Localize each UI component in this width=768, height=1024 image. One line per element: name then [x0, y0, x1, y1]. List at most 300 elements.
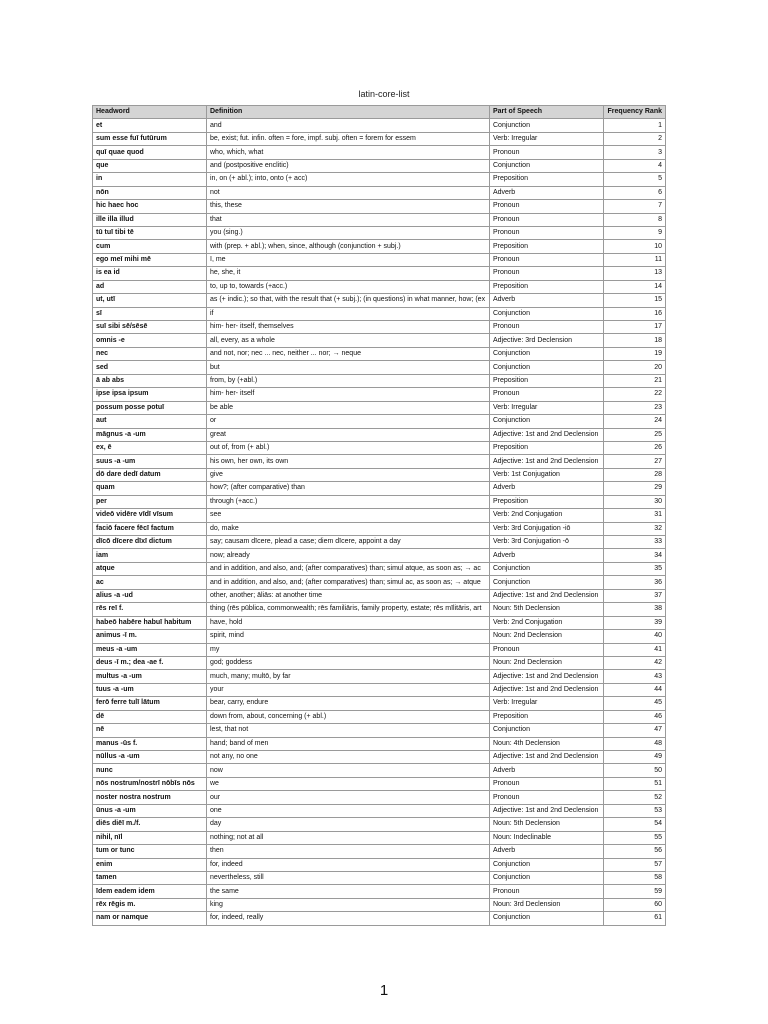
cell-definition: how?; (after comparative) than [207, 482, 490, 495]
cell-part-of-speech: Adjective: 3rd Declension [490, 334, 604, 347]
cell-definition: give [207, 468, 490, 481]
table-row [93, 307, 666, 320]
table-row [93, 549, 666, 562]
header-headword: Headword [93, 106, 207, 119]
cell-part-of-speech: Pronoun [490, 200, 604, 213]
cell-frequency-rank: 37 [604, 589, 666, 602]
cell-frequency-rank: 27 [604, 455, 666, 468]
cell-headword: nunc [93, 764, 207, 777]
table-row [93, 616, 666, 629]
cell-definition: for, indeed, really [207, 912, 490, 925]
cell-definition: or [207, 415, 490, 428]
cell-frequency-rank: 10 [604, 240, 666, 253]
cell-frequency-rank: 49 [604, 751, 666, 764]
cell-part-of-speech: Preposition [490, 374, 604, 387]
cell-headword: et [93, 119, 207, 132]
cell-headword: videō vidēre vīdī vīsum [93, 509, 207, 522]
cell-definition: who, which, what [207, 146, 490, 159]
cell-part-of-speech: Conjunction [490, 858, 604, 871]
cell-headword: enim [93, 858, 207, 871]
cell-part-of-speech: Pronoun [490, 321, 604, 334]
cell-definition: king [207, 898, 490, 911]
cell-part-of-speech: Noun: 4th Declension [490, 737, 604, 750]
cell-frequency-rank: 36 [604, 576, 666, 589]
cell-definition: nevertheless, still [207, 871, 490, 884]
cell-headword: tū tuī tibi tē [93, 226, 207, 239]
table-row [93, 777, 666, 790]
cell-part-of-speech: Conjunction [490, 119, 604, 132]
cell-part-of-speech: Pronoun [490, 226, 604, 239]
cell-frequency-rank: 38 [604, 603, 666, 616]
cell-frequency-rank: 57 [604, 858, 666, 871]
cell-frequency-rank: 6 [604, 186, 666, 199]
cell-headword: nam or namque [93, 912, 207, 925]
cell-definition: this, these [207, 200, 490, 213]
cell-part-of-speech: Conjunction [490, 871, 604, 884]
cell-part-of-speech: Preposition [490, 240, 604, 253]
cell-definition: through (+acc.) [207, 495, 490, 508]
cell-headword: ad [93, 280, 207, 293]
cell-headword: nihil, nīl [93, 831, 207, 844]
table-row [93, 455, 666, 468]
cell-definition: now [207, 764, 490, 777]
cell-part-of-speech: Adverb [490, 764, 604, 777]
cell-part-of-speech: Conjunction [490, 347, 604, 360]
cell-definition: then [207, 845, 490, 858]
cell-frequency-rank: 31 [604, 509, 666, 522]
table-row [93, 818, 666, 831]
table-row [93, 630, 666, 643]
cell-frequency-rank: 21 [604, 374, 666, 387]
cell-definition: have, hold [207, 616, 490, 629]
cell-part-of-speech: Adverb [490, 294, 604, 307]
cell-part-of-speech: Adjective: 1st and 2nd Declension [490, 804, 604, 817]
cell-headword: rēs reī f. [93, 603, 207, 616]
table-row [93, 388, 666, 401]
cell-headword: ūnus -a -um [93, 804, 207, 817]
cell-part-of-speech: Adverb [490, 549, 604, 562]
cell-headword: tuus -a -um [93, 683, 207, 696]
cell-frequency-rank: 24 [604, 415, 666, 428]
table-row [93, 441, 666, 454]
cell-part-of-speech: Pronoun [490, 267, 604, 280]
cell-frequency-rank: 43 [604, 670, 666, 683]
cell-headword: cum [93, 240, 207, 253]
header-row [93, 106, 666, 119]
cell-part-of-speech: Noun: 2nd Declension [490, 630, 604, 643]
cell-headword: ut, utī [93, 294, 207, 307]
cell-headword: in [93, 173, 207, 186]
cell-definition: spirit, mind [207, 630, 490, 643]
cell-frequency-rank: 28 [604, 468, 666, 481]
table-row [93, 468, 666, 481]
table-row [93, 589, 666, 602]
cell-headword: per [93, 495, 207, 508]
cell-part-of-speech: Adjective: 1st and 2nd Declension [490, 455, 604, 468]
cell-part-of-speech: Conjunction [490, 361, 604, 374]
cell-part-of-speech: Adjective: 1st and 2nd Declension [490, 428, 604, 441]
table-row [93, 603, 666, 616]
cell-frequency-rank: 11 [604, 253, 666, 266]
cell-definition: I, me [207, 253, 490, 266]
table-row [93, 482, 666, 495]
cell-definition: with (prep. + abl.); when, since, although (conjunction + subj.) [207, 240, 490, 253]
cell-headword: noster nostra nostrum [93, 791, 207, 804]
table-body [93, 119, 666, 925]
cell-part-of-speech: Conjunction [490, 307, 604, 320]
cell-frequency-rank: 1 [604, 119, 666, 132]
cell-part-of-speech: Pronoun [490, 791, 604, 804]
cell-frequency-rank: 2 [604, 132, 666, 145]
cell-part-of-speech: Verb: Irregular [490, 401, 604, 414]
table-row [93, 132, 666, 145]
cell-part-of-speech: Adjective: 1st and 2nd Declension [490, 670, 604, 683]
cell-headword: ipse ipsa ipsum [93, 388, 207, 401]
cell-headword: hic haec hoc [93, 200, 207, 213]
table-row [93, 791, 666, 804]
cell-part-of-speech: Preposition [490, 710, 604, 723]
cell-definition: if [207, 307, 490, 320]
cell-part-of-speech: Conjunction [490, 912, 604, 925]
cell-frequency-rank: 50 [604, 764, 666, 777]
cell-headword: multus -a -um [93, 670, 207, 683]
table-row [93, 885, 666, 898]
cell-frequency-rank: 29 [604, 482, 666, 495]
cell-frequency-rank: 47 [604, 724, 666, 737]
cell-headword: ille illa illud [93, 213, 207, 226]
table-row [93, 562, 666, 575]
cell-frequency-rank: 23 [604, 401, 666, 414]
cell-headword: ferō ferre tulī lātum [93, 697, 207, 710]
cell-definition: the same [207, 885, 490, 898]
cell-frequency-rank: 41 [604, 643, 666, 656]
cell-definition: he, she, it [207, 267, 490, 280]
cell-part-of-speech: Conjunction [490, 415, 604, 428]
table-row [93, 831, 666, 844]
table-row [93, 764, 666, 777]
cell-headword: īdem eadem idem [93, 885, 207, 898]
cell-headword: sum esse fuī futūrum [93, 132, 207, 145]
cell-frequency-rank: 15 [604, 294, 666, 307]
cell-headword: nūllus -a -um [93, 751, 207, 764]
cell-definition: and not, nor; nec ... nec, neither ... nor; → neque [207, 347, 490, 360]
cell-part-of-speech: Noun: 5th Declension [490, 603, 604, 616]
cell-frequency-rank: 33 [604, 536, 666, 549]
cell-definition: him- her- itself [207, 388, 490, 401]
cell-headword: suī sibi sē/sēsē [93, 321, 207, 334]
table-row [93, 656, 666, 669]
cell-frequency-rank: 46 [604, 710, 666, 723]
cell-headword: meus -a -um [93, 643, 207, 656]
cell-frequency-rank: 7 [604, 200, 666, 213]
cell-frequency-rank: 20 [604, 361, 666, 374]
cell-part-of-speech: Pronoun [490, 146, 604, 159]
cell-frequency-rank: 58 [604, 871, 666, 884]
cell-part-of-speech: Verb: 3rd Conjugation -iō [490, 522, 604, 535]
cell-definition: see [207, 509, 490, 522]
table-row [93, 670, 666, 683]
cell-part-of-speech: Noun: 2nd Declension [490, 656, 604, 669]
cell-definition: say; causam dīcere, plead a case; diem dīcere, appoint a day [207, 536, 490, 549]
header-frequency-rank: Frequency Rank [604, 106, 666, 119]
cell-definition: bear, carry, endure [207, 697, 490, 710]
cell-part-of-speech: Verb: 2nd Conjugation [490, 616, 604, 629]
cell-headword: possum posse potuī [93, 401, 207, 414]
cell-definition: and in addition, and also, and; (after comparatives) than; simul atque, as soon as; → ac [207, 562, 490, 575]
cell-frequency-rank: 4 [604, 159, 666, 172]
table-row [93, 253, 666, 266]
table-row [93, 280, 666, 293]
cell-frequency-rank: 3 [604, 146, 666, 159]
cell-headword: ā ab abs [93, 374, 207, 387]
table-row [93, 697, 666, 710]
cell-definition: nothing; not at all [207, 831, 490, 844]
cell-definition: all, every, as a whole [207, 334, 490, 347]
cell-definition: out of, from (+ abl.) [207, 441, 490, 454]
cell-headword: nōn [93, 186, 207, 199]
table-row [93, 213, 666, 226]
cell-part-of-speech: Adverb [490, 482, 604, 495]
cell-frequency-rank: 51 [604, 777, 666, 790]
cell-frequency-rank: 40 [604, 630, 666, 643]
table-row [93, 751, 666, 764]
cell-frequency-rank: 60 [604, 898, 666, 911]
table-row [93, 576, 666, 589]
cell-headword: ego meī mihi mē [93, 253, 207, 266]
cell-part-of-speech: Preposition [490, 441, 604, 454]
cell-frequency-rank: 45 [604, 697, 666, 710]
table-row [93, 858, 666, 871]
cell-frequency-rank: 52 [604, 791, 666, 804]
cell-definition: you (sing.) [207, 226, 490, 239]
cell-frequency-rank: 26 [604, 441, 666, 454]
cell-headword: manus -ūs f. [93, 737, 207, 750]
cell-part-of-speech: Preposition [490, 495, 604, 508]
cell-part-of-speech: Verb: Irregular [490, 132, 604, 145]
cell-definition: your [207, 683, 490, 696]
cell-headword: atque [93, 562, 207, 575]
cell-frequency-rank: 61 [604, 912, 666, 925]
cell-part-of-speech: Pronoun [490, 643, 604, 656]
cell-headword: que [93, 159, 207, 172]
cell-definition: not any, no one [207, 751, 490, 764]
cell-definition: his own, her own, its own [207, 455, 490, 468]
cell-frequency-rank: 56 [604, 845, 666, 858]
cell-headword: nōs nostrum/nostrī nōbīs nōs [93, 777, 207, 790]
cell-definition: and [207, 119, 490, 132]
cell-part-of-speech: Verb: 2nd Conjugation [490, 509, 604, 522]
cell-headword: omnis -e [93, 334, 207, 347]
cell-frequency-rank: 9 [604, 226, 666, 239]
table-row [93, 871, 666, 884]
cell-definition: that [207, 213, 490, 226]
cell-frequency-rank: 22 [604, 388, 666, 401]
cell-headword: iam [93, 549, 207, 562]
cell-definition: now; already [207, 549, 490, 562]
table-row [93, 321, 666, 334]
cell-definition: and (postpositive enclitic) [207, 159, 490, 172]
cell-headword: habeō habēre habuī habitum [93, 616, 207, 629]
cell-definition: to, up to, towards (+acc.) [207, 280, 490, 293]
cell-part-of-speech: Pronoun [490, 777, 604, 790]
cell-frequency-rank: 13 [604, 267, 666, 280]
cell-definition: but [207, 361, 490, 374]
cell-headword: rēx rēgis m. [93, 898, 207, 911]
cell-part-of-speech: Noun: 5th Declension [490, 818, 604, 831]
cell-frequency-rank: 8 [604, 213, 666, 226]
cell-part-of-speech: Adverb [490, 186, 604, 199]
cell-part-of-speech: Conjunction [490, 576, 604, 589]
table-row [93, 912, 666, 925]
cell-definition: and in addition, and also, and; (after comparatives) than; simul ac, as soon as; → atque [207, 576, 490, 589]
cell-part-of-speech: Adjective: 1st and 2nd Declension [490, 589, 604, 602]
cell-definition: down from, about, concerning (+ abl.) [207, 710, 490, 723]
table-row [93, 536, 666, 549]
cell-headword: ac [93, 576, 207, 589]
cell-definition: thing (rēs pūblica, commonwealth; rēs familiāris, family property, estate; rēs mīlitāris, art [207, 603, 490, 616]
cell-headword: alius -a -ud [93, 589, 207, 602]
cell-headword: dīcō dīcere dīxī dictum [93, 536, 207, 549]
cell-headword: deus -ī m.; dea -ae f. [93, 656, 207, 669]
cell-definition: god; goddess [207, 656, 490, 669]
cell-headword: tamen [93, 871, 207, 884]
cell-headword: ex, ē [93, 441, 207, 454]
cell-part-of-speech: Noun: 3rd Declension [490, 898, 604, 911]
cell-definition: other, another; āliās: at another time [207, 589, 490, 602]
cell-definition: we [207, 777, 490, 790]
cell-headword: quī quae quod [93, 146, 207, 159]
table-row [93, 898, 666, 911]
cell-frequency-rank: 34 [604, 549, 666, 562]
cell-headword: suus -a -um [93, 455, 207, 468]
cell-headword: sī [93, 307, 207, 320]
table-row [93, 710, 666, 723]
table-row [93, 159, 666, 172]
cell-part-of-speech: Adverb [490, 845, 604, 858]
table-row [93, 334, 666, 347]
cell-frequency-rank: 25 [604, 428, 666, 441]
cell-frequency-rank: 55 [604, 831, 666, 844]
table-row [93, 737, 666, 750]
table-row [93, 267, 666, 280]
cell-frequency-rank: 32 [604, 522, 666, 535]
table-row [93, 643, 666, 656]
cell-definition: do, make [207, 522, 490, 535]
cell-part-of-speech: Pronoun [490, 253, 604, 266]
cell-headword: diēs diēī m./f. [93, 818, 207, 831]
cell-frequency-rank: 5 [604, 173, 666, 186]
cell-definition: for, indeed [207, 858, 490, 871]
table-row [93, 401, 666, 414]
cell-definition: our [207, 791, 490, 804]
cell-headword: is ea id [93, 267, 207, 280]
cell-frequency-rank: 39 [604, 616, 666, 629]
cell-part-of-speech: Conjunction [490, 724, 604, 737]
cell-part-of-speech: Pronoun [490, 213, 604, 226]
table-row [93, 226, 666, 239]
cell-part-of-speech: Adjective: 1st and 2nd Declension [490, 683, 604, 696]
cell-part-of-speech: Conjunction [490, 562, 604, 575]
table-row [93, 119, 666, 132]
cell-part-of-speech: Verb: 3rd Conjugation -ō [490, 536, 604, 549]
cell-headword: faciō facere fēcī factum [93, 522, 207, 535]
cell-frequency-rank: 44 [604, 683, 666, 696]
cell-definition: as (+ indic.); so that, with the result that (+ subj.); (in questions) in what manner, how; (ex [207, 294, 490, 307]
cell-part-of-speech: Adjective: 1st and 2nd Declension [490, 751, 604, 764]
table-row [93, 347, 666, 360]
cell-frequency-rank: 19 [604, 347, 666, 360]
table-header [93, 106, 666, 119]
cell-definition: lest, that not [207, 724, 490, 737]
cell-frequency-rank: 16 [604, 307, 666, 320]
cell-frequency-rank: 42 [604, 656, 666, 669]
cell-definition: great [207, 428, 490, 441]
table-row [93, 374, 666, 387]
cell-frequency-rank: 18 [604, 334, 666, 347]
table-row [93, 428, 666, 441]
cell-frequency-rank: 54 [604, 818, 666, 831]
cell-frequency-rank: 17 [604, 321, 666, 334]
cell-headword: aut [93, 415, 207, 428]
cell-headword: tum or tunc [93, 845, 207, 858]
cell-part-of-speech: Noun: Indeclinable [490, 831, 604, 844]
cell-headword: quam [93, 482, 207, 495]
cell-definition: not [207, 186, 490, 199]
cell-part-of-speech: Verb: 1st Conjugation [490, 468, 604, 481]
cell-headword: māgnus -a -um [93, 428, 207, 441]
cell-definition: one [207, 804, 490, 817]
header-part-of-speech: Part of Speech [490, 106, 604, 119]
cell-frequency-rank: 48 [604, 737, 666, 750]
table-row [93, 294, 666, 307]
table-row [93, 683, 666, 696]
cell-definition: much, many; multō, by far [207, 670, 490, 683]
table-row [93, 240, 666, 253]
table-row [93, 146, 666, 159]
cell-part-of-speech: Conjunction [490, 159, 604, 172]
cell-part-of-speech: Verb: Irregular [490, 697, 604, 710]
cell-definition: day [207, 818, 490, 831]
cell-part-of-speech: Preposition [490, 280, 604, 293]
cell-frequency-rank: 59 [604, 885, 666, 898]
cell-headword: sed [93, 361, 207, 374]
cell-part-of-speech: Preposition [490, 173, 604, 186]
table-row [93, 509, 666, 522]
table-row [93, 845, 666, 858]
cell-headword: dō dare dedī datum [93, 468, 207, 481]
table-row [93, 186, 666, 199]
table-row [93, 415, 666, 428]
table-row [93, 522, 666, 535]
vocabulary-table [92, 105, 666, 926]
cell-frequency-rank: 14 [604, 280, 666, 293]
cell-definition: in, on (+ abl.); into, onto (+ acc) [207, 173, 490, 186]
cell-headword: nec [93, 347, 207, 360]
table-row [93, 495, 666, 508]
cell-part-of-speech: Pronoun [490, 388, 604, 401]
header-definition: Definition [207, 106, 490, 119]
cell-definition: from, by (+abl.) [207, 374, 490, 387]
table-row [93, 200, 666, 213]
page-number: 1 [379, 982, 389, 999]
cell-definition: my [207, 643, 490, 656]
cell-headword: nē [93, 724, 207, 737]
cell-definition: hand; band of men [207, 737, 490, 750]
cell-headword: dē [93, 710, 207, 723]
cell-headword: animus -ī m. [93, 630, 207, 643]
table-row [93, 804, 666, 817]
cell-frequency-rank: 30 [604, 495, 666, 508]
